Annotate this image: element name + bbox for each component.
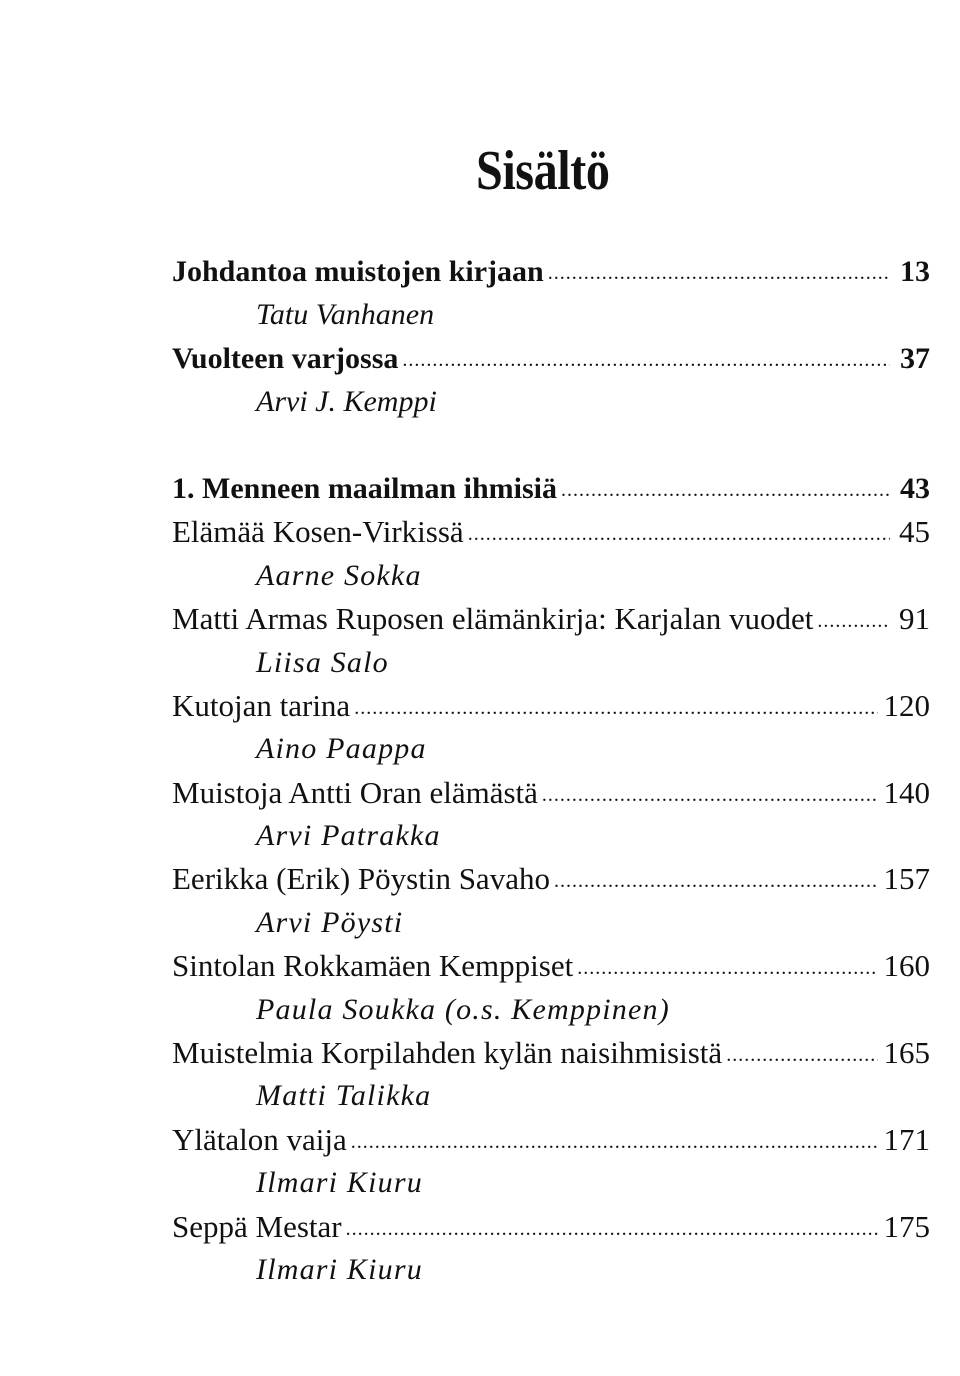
dot-leader — [354, 687, 877, 730]
toc-entry-author: Paula Soukka (o.s. Kemppinen) — [256, 992, 670, 1026]
dot-leader — [402, 339, 890, 382]
toc-entry-author: Aarne Sokka — [256, 558, 422, 592]
toc-entry-author: Matti Talikka — [256, 1079, 432, 1113]
dot-leader — [561, 469, 890, 512]
toc-entry-author: Ilmari Kiuru — [256, 1252, 423, 1286]
toc-entry-page: 171 — [883, 1121, 930, 1157]
toc-entry-title: Muistoja Antti Oran elämästä — [172, 774, 538, 810]
dot-leader — [346, 1208, 878, 1251]
toc-entry-title: Muistelmia Korpilahden kylän naisihmisistä — [172, 1035, 723, 1071]
toc-entry-author: Arvi J. Kemppi — [256, 385, 437, 419]
toc-entry-title: Johdantoa muistojen kirjaan — [172, 255, 544, 288]
toc-entry-author: Aino Paappa — [256, 732, 427, 766]
page-title: Sisältö — [476, 140, 610, 202]
toc-entry — [172, 684, 930, 727]
dot-leader — [542, 774, 878, 817]
dot-leader — [548, 252, 890, 295]
dot-leader — [577, 947, 877, 990]
toc-entry-title: Ylätalon vaija — [172, 1121, 347, 1157]
toc-entry — [172, 250, 930, 293]
toc-entry-title: Eerikka (Erik) Pöystin Savaho — [172, 861, 550, 897]
toc-entry — [172, 510, 930, 553]
toc-entry — [172, 857, 930, 900]
toc-entry-author: Arvi Patrakka — [256, 819, 441, 853]
toc-entry — [172, 1118, 930, 1161]
toc-entry — [172, 944, 930, 987]
toc-entry-title: Elämää Kosen-Virkissä — [172, 514, 464, 550]
toc-entry-page: 165 — [883, 1035, 930, 1071]
toc-entry-page: 13 — [900, 255, 930, 288]
toc-entry — [172, 771, 930, 814]
toc-entry-title: 1. Menneen maailman ihmisiä — [172, 471, 558, 505]
toc-entry-page: 91 — [899, 601, 930, 637]
toc-entry — [172, 597, 930, 640]
toc-entry-page: 140 — [883, 774, 930, 810]
toc-entry-page: 157 — [883, 861, 930, 897]
toc-entry-page: 43 — [900, 471, 930, 505]
toc-entry-author: Tatu Vanhanen — [256, 298, 435, 332]
toc-entry-title: Kutojan tarina — [172, 687, 351, 723]
toc-entry-page: 45 — [899, 514, 930, 550]
dot-leader — [351, 1121, 878, 1164]
toc-entry-author: Liisa Salo — [256, 645, 389, 679]
toc-entry-author: Ilmari Kiuru — [256, 1166, 423, 1200]
toc-entry-page: 120 — [883, 687, 930, 723]
toc-entry-title: Vuolteen varjossa — [172, 341, 399, 375]
toc-entry-page: 37 — [900, 341, 930, 375]
dot-leader — [468, 513, 890, 556]
toc-entry-title: Matti Armas Ruposen elämänkirja: Karjalan vuodet — [172, 601, 814, 637]
toc-entry — [172, 1031, 930, 1074]
toc-entry-title: Sintolan Rokkamäen Kemppiset — [172, 948, 574, 984]
toc-entry-page: 160 — [883, 948, 930, 984]
dot-leader — [817, 600, 890, 643]
toc-entry-author: Arvi Pöysti — [256, 905, 404, 939]
dot-leader — [554, 860, 878, 903]
toc-entry-page: 175 — [883, 1208, 930, 1244]
toc-entry — [172, 337, 930, 380]
toc-entry — [172, 1205, 930, 1248]
toc-section-heading — [172, 467, 930, 510]
toc-entry-title: Seppä Mestar — [172, 1208, 342, 1244]
dot-leader — [726, 1034, 877, 1077]
table-of-contents — [172, 250, 930, 1291]
